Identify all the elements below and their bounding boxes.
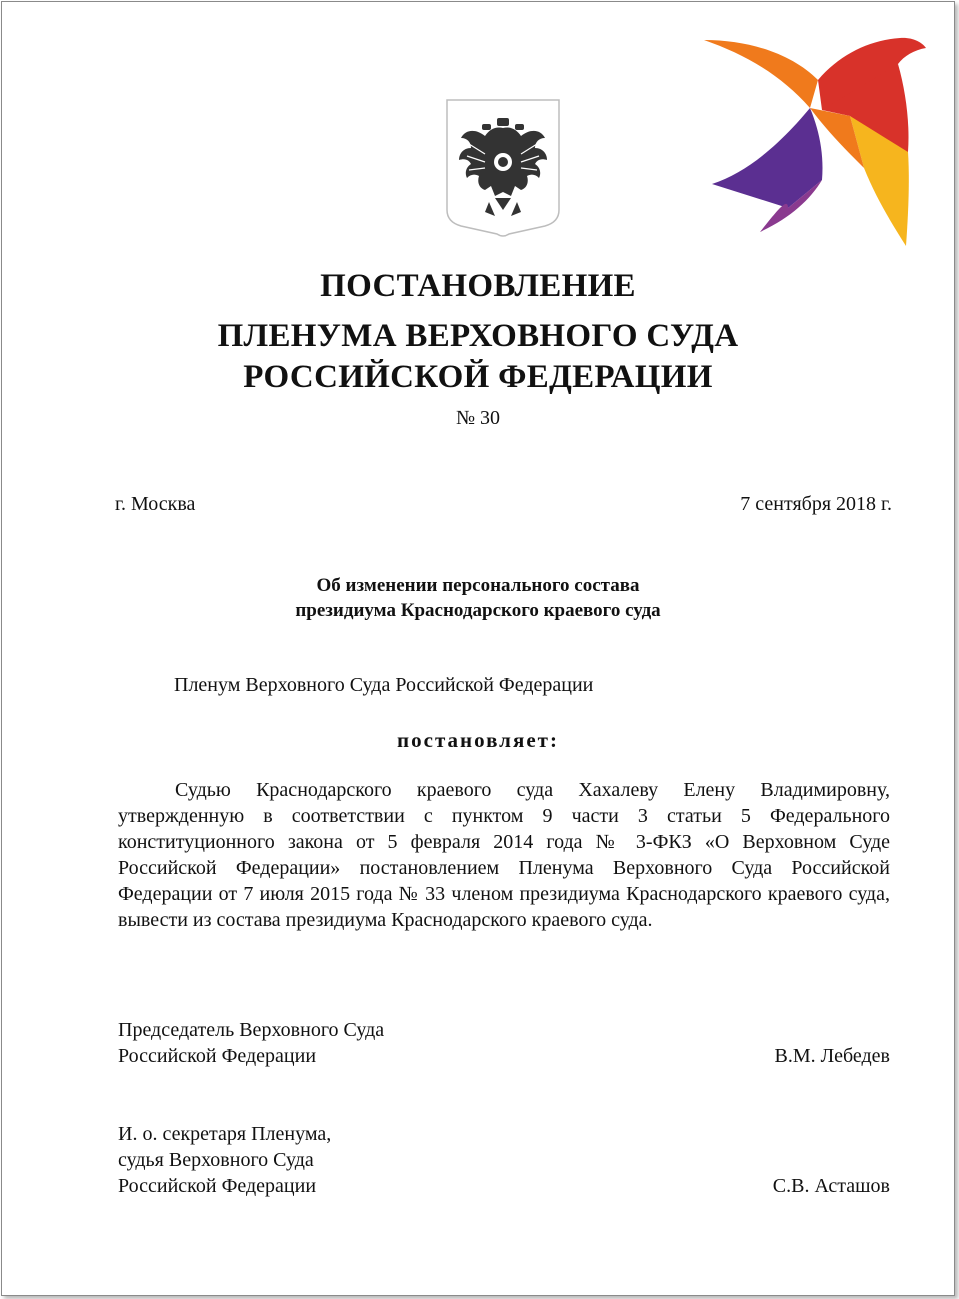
secretary-title-line: судья Верховного Суда [118,1149,314,1171]
document-number: № 30 [455,407,501,429]
coat-of-arms-icon [445,98,561,240]
document-title: ПОСТАНОВЛЕНИЕ [320,268,636,304]
plenum-preamble: Пленум Верховного Суда Российской Федерации [174,674,594,696]
document-issuer-line-1: ПЛЕНУМА ВЕРХОВНОГО СУДА [217,318,739,354]
subject-line: президиума Краснодарского краевого суда [295,600,661,621]
document-date: 7 сентября 2018 г. [740,493,892,515]
document-page [1,1,955,1296]
chair-title [118,1017,384,1069]
resolution-paragraph: Судью Краснодарского краевого суда Хахалеву Елену Владимировну, утвержденную в соответствии с пунктом 9 части 3 статьи 5 Федерального конституционного закона от 5 февраля 2014 года № 3-ФКЗ «О Верховном Суде Российской Федерации» постановлением Пленума Верховного Суда Российской Федерации от 7 июля 2015 года № 33 членом президиума Краснодарского краевого суда, вывести из состава президиума Краснодарского краевого суда. [118,779,890,931]
decides-heading: постановляет: [397,728,559,752]
secretary-title-line: И. о. секретаря Пленума, [118,1123,332,1145]
bird-wing-top [704,40,818,108]
document-issuer-line-2: РОССИЙСКОЙ ФЕДЕРАЦИИ [243,359,713,395]
secretary-title-line: Российской Федерации [118,1175,317,1197]
document-city: г. Москва [115,493,196,515]
document-subject [2,573,954,623]
secretary-name: С.В. Асташов [772,1175,890,1197]
chair-name: В.М. Лебедев [774,1045,890,1067]
secretary-title [118,1121,331,1199]
subject-line: Об изменении персонального состава [316,575,640,596]
chair-title-line: Российской Федерации [118,1045,317,1067]
swallow-logo-icon [700,32,930,248]
chair-title-line: Председатель Верховного Суда [118,1019,385,1041]
bird-body-purple [712,108,823,208]
